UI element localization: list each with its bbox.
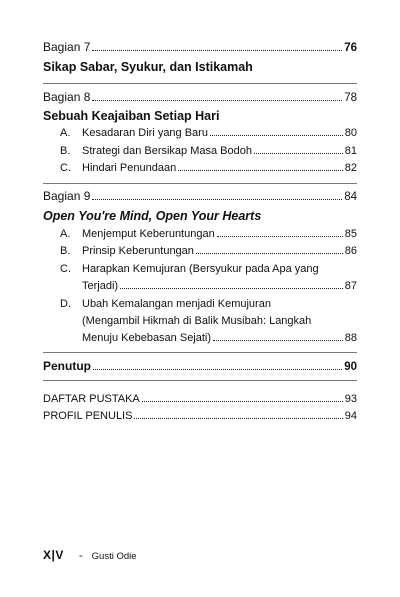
dot-leader xyxy=(142,401,343,402)
dot-leader xyxy=(134,418,342,419)
page-number: 87 xyxy=(344,280,357,292)
toc-item[interactable] xyxy=(82,245,357,257)
item-letter: C. xyxy=(60,263,71,275)
page-number: 88 xyxy=(344,332,357,344)
toc-item[interactable] xyxy=(82,280,357,292)
page-number: 90 xyxy=(344,361,357,373)
dot-leader xyxy=(178,170,343,171)
item-title: Kesadaran Diri yang Baru xyxy=(82,127,208,139)
page-number: 81 xyxy=(344,145,357,157)
page-number: 80 xyxy=(344,127,357,139)
item-title: Hindari Penundaan xyxy=(82,162,177,174)
dot-leader xyxy=(213,340,343,341)
item-title-line: Harapkan Kemujuran (Bersyukur pada Apa yang xyxy=(82,263,319,275)
dot-leader xyxy=(254,153,343,154)
chapter-title: Open You're Mind, Open Your Hearts xyxy=(43,209,262,223)
page-footer xyxy=(43,548,137,562)
chapter-label: Bagian 7 xyxy=(43,40,91,54)
toc-entry-daftar-pustaka[interactable] xyxy=(43,393,357,405)
chapter-label: Penutup xyxy=(43,359,91,373)
chapter-label: Bagian 8 xyxy=(43,90,91,104)
dot-leader xyxy=(120,288,343,289)
toc-entry-bagian-9[interactable] xyxy=(43,189,357,203)
item-title-line: (Mengambil Hikmah di Balik Musibah: Langkah xyxy=(82,315,312,327)
item-letter: C. xyxy=(60,162,71,174)
toc-item[interactable] xyxy=(82,162,357,174)
toc-entry-profil-penulis[interactable] xyxy=(43,410,357,422)
page-number: 86 xyxy=(344,245,357,257)
item-title-line: Menuju Kebebasan Sejati) xyxy=(82,332,212,344)
page-number: 85 xyxy=(344,228,357,240)
toc-item[interactable] xyxy=(82,228,357,240)
item-letter: A. xyxy=(60,127,71,139)
page-number: 93 xyxy=(344,393,357,405)
item-letter: B. xyxy=(60,245,71,257)
toc-entry-bagian-8[interactable] xyxy=(43,90,357,104)
entry-title: DAFTAR PUSTAKA xyxy=(43,393,140,405)
footer-page-number: X|V xyxy=(43,548,64,562)
toc-item[interactable] xyxy=(82,127,357,139)
chapter-label: Bagian 9 xyxy=(43,189,91,203)
dot-leader xyxy=(93,369,342,370)
dot-leader xyxy=(217,236,343,237)
dot-leader xyxy=(92,199,342,200)
chapter-title: Sikap Sabar, Syukur, dan Istikamah xyxy=(43,60,253,74)
divider xyxy=(43,380,357,381)
item-letter: D. xyxy=(60,298,71,310)
page-number: 94 xyxy=(344,410,357,422)
item-title-line: Ubah Kemalangan menjadi Kemujuran xyxy=(82,298,271,310)
item-title-line: Terjadi) xyxy=(82,280,119,292)
footer-separator: - xyxy=(78,550,83,562)
page-number: 78 xyxy=(344,92,357,104)
item-title: Menjemput Keberuntungan xyxy=(82,228,215,240)
item-letter: B. xyxy=(60,145,71,157)
dot-leader xyxy=(210,135,343,136)
entry-title: PROFIL PENULIS xyxy=(43,410,133,422)
page-number: 82 xyxy=(344,162,357,174)
dot-leader xyxy=(196,253,343,254)
item-letter: A. xyxy=(60,228,71,240)
toc-entry-bagian-7[interactable] xyxy=(43,40,357,54)
chapter-title: Sebuah Keajaiban Setiap Hari xyxy=(43,109,220,123)
toc-item[interactable] xyxy=(82,332,357,344)
page-number: 76 xyxy=(344,42,357,54)
item-title: Prinsip Keberuntungan xyxy=(82,245,194,257)
toc-entry-penutup[interactable] xyxy=(43,359,357,373)
item-title: Strategi dan Bersikap Masa Bodoh xyxy=(82,145,252,157)
divider xyxy=(43,183,357,184)
toc-item[interactable] xyxy=(82,145,357,157)
footer-author: Gusti Odie xyxy=(91,551,137,562)
page-number: 84 xyxy=(344,191,357,203)
divider xyxy=(43,83,357,84)
dot-leader xyxy=(92,50,342,51)
dot-leader xyxy=(92,100,342,101)
divider xyxy=(43,352,357,353)
